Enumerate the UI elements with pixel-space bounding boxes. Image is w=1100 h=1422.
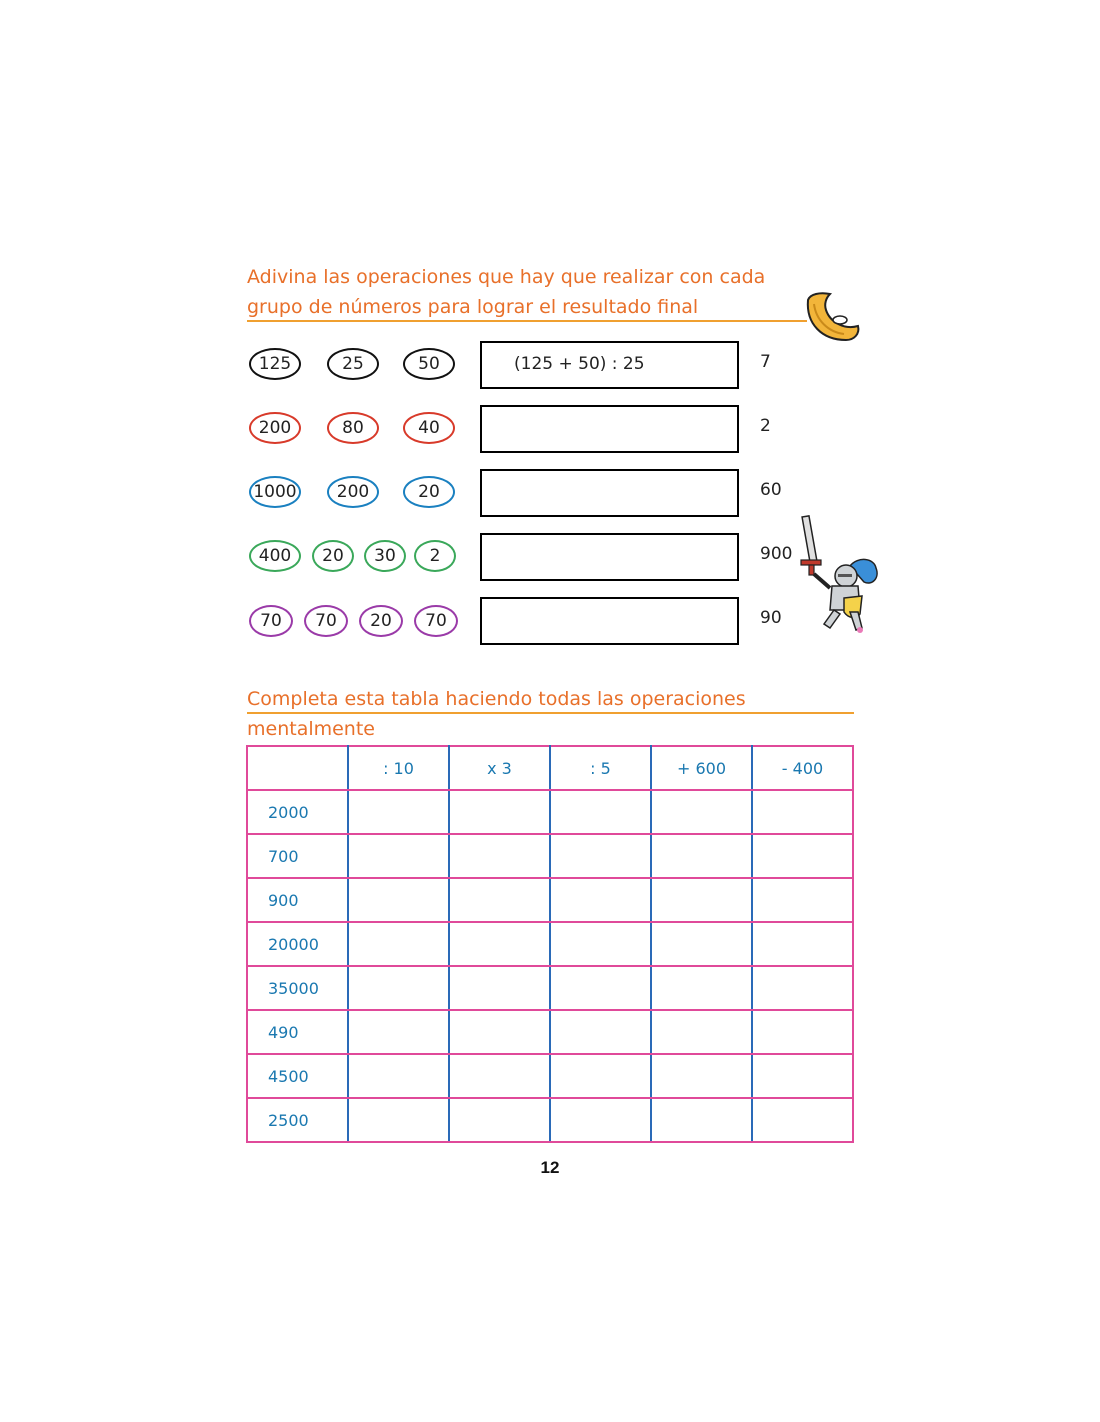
answer-cell[interactable] (348, 790, 449, 834)
page-number: 12 (540, 1158, 560, 1177)
number-oval: 1000 (249, 476, 301, 508)
number-oval: 200 (327, 476, 379, 508)
number-oval: 80 (327, 412, 379, 444)
answer-cell[interactable] (550, 878, 651, 922)
header-cell: : 10 (348, 746, 449, 790)
answer-cell[interactable] (449, 790, 550, 834)
row-label: 2500 (247, 1098, 348, 1142)
header-cell: x 3 (449, 746, 550, 790)
operations-table (246, 745, 854, 1143)
target-result: 60 (760, 480, 782, 500)
answer-cell[interactable] (348, 1054, 449, 1098)
answer-cell[interactable] (651, 790, 752, 834)
instruction-underline (247, 712, 854, 714)
row-label: 490 (247, 1010, 348, 1054)
answer-cell[interactable] (651, 878, 752, 922)
target-result: 900 (760, 544, 793, 564)
answer-cell[interactable] (752, 1010, 853, 1054)
number-oval: 70 (414, 605, 458, 637)
answer-cell[interactable] (651, 922, 752, 966)
answer-cell[interactable] (651, 966, 752, 1010)
answer-box[interactable] (480, 469, 739, 517)
row-label: 4500 (247, 1054, 348, 1098)
answer-cell[interactable] (449, 1054, 550, 1098)
answer-cell[interactable] (752, 1054, 853, 1098)
header-cell: - 400 (752, 746, 853, 790)
answer-cell[interactable] (651, 1098, 752, 1142)
row-label: 900 (247, 878, 348, 922)
answer-cell[interactable] (550, 1010, 651, 1054)
answer-cell[interactable] (651, 834, 752, 878)
answer-cell[interactable] (348, 878, 449, 922)
answer-cell[interactable] (651, 1010, 752, 1054)
table-row (247, 1054, 853, 1098)
answer-box[interactable] (480, 597, 739, 645)
target-result: 90 (760, 608, 782, 628)
answer-cell[interactable] (348, 834, 449, 878)
answer-cell[interactable] (752, 1098, 853, 1142)
answer-cell[interactable] (752, 790, 853, 834)
row-label: 20000 (247, 922, 348, 966)
number-oval: 70 (249, 605, 293, 637)
table-row (247, 878, 853, 922)
answer-box[interactable] (480, 533, 739, 581)
answer-cell[interactable] (449, 966, 550, 1010)
number-oval: 50 (403, 348, 455, 380)
answer-cell[interactable] (550, 1054, 651, 1098)
table-row (247, 966, 853, 1010)
answer-cell[interactable] (752, 878, 853, 922)
answer-cell[interactable] (449, 878, 550, 922)
number-oval: 400 (249, 540, 301, 572)
instruction-part2: Completa esta tabla haciendo todas las operaciones mentalmente (247, 688, 746, 740)
header-cell: + 600 (651, 746, 752, 790)
header-cell: : 5 (550, 746, 651, 790)
answer-box[interactable]: (125 + 50) : 25 (480, 341, 739, 389)
row-label: 2000 (247, 790, 348, 834)
answer-cell[interactable] (449, 834, 550, 878)
number-oval: 30 (364, 540, 406, 572)
number-oval: 200 (249, 412, 301, 444)
table-row (247, 834, 853, 878)
table-row (247, 1098, 853, 1142)
answer-cell[interactable] (348, 1010, 449, 1054)
answer-cell[interactable] (449, 1010, 550, 1054)
instruction-part1: Adivina las operaciones que hay que realizar con cada grupo de números para lograr el resultado final (247, 266, 766, 318)
answer-cell[interactable] (550, 922, 651, 966)
knight-with-sword-icon (800, 512, 882, 636)
answer-cell[interactable] (752, 966, 853, 1010)
target-result: 2 (760, 416, 771, 436)
header-cell (247, 746, 348, 790)
answer-cell[interactable] (449, 1098, 550, 1142)
answer-box[interactable] (480, 405, 739, 453)
number-oval: 70 (304, 605, 348, 637)
number-oval: 20 (359, 605, 403, 637)
number-oval: 20 (312, 540, 354, 572)
answer-cell[interactable] (348, 1098, 449, 1142)
row-label: 700 (247, 834, 348, 878)
answer-cell[interactable] (550, 790, 651, 834)
table-row (247, 922, 853, 966)
instruction-underline (247, 320, 807, 322)
target-result: 7 (760, 352, 771, 372)
moon-cheese-icon (800, 290, 862, 346)
table-row (247, 1010, 853, 1054)
answer-cell[interactable] (348, 922, 449, 966)
answer-cell[interactable] (348, 966, 449, 1010)
answer-cell[interactable] (449, 922, 550, 966)
answer-cell[interactable] (550, 1098, 651, 1142)
answer-cell[interactable] (550, 966, 651, 1010)
answer-cell[interactable] (752, 922, 853, 966)
table-row (247, 790, 853, 834)
answer-cell[interactable] (550, 834, 651, 878)
number-oval: 20 (403, 476, 455, 508)
answer-cell[interactable] (752, 834, 853, 878)
answer-cell[interactable] (651, 1054, 752, 1098)
number-oval: 125 (249, 348, 301, 380)
number-oval: 2 (414, 540, 456, 572)
number-oval: 25 (327, 348, 379, 380)
table-header-row (247, 746, 853, 790)
number-oval: 40 (403, 412, 455, 444)
row-label: 35000 (247, 966, 348, 1010)
